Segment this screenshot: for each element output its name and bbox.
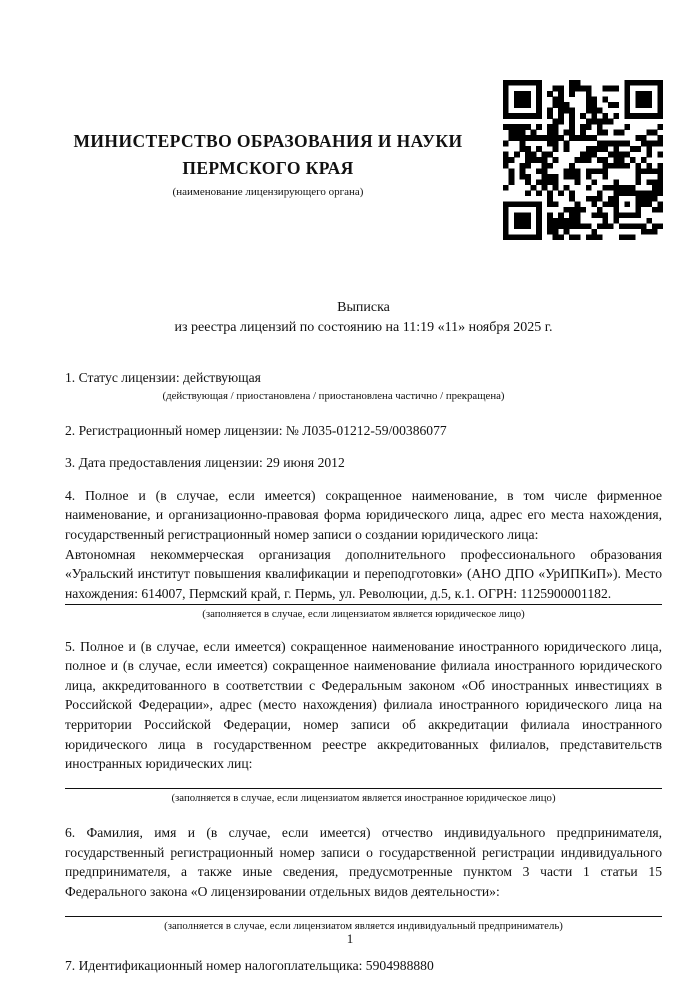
item-registration-number bbox=[65, 421, 662, 441]
item-taxpayer-id bbox=[65, 956, 662, 976]
document-title-line1: Выписка bbox=[337, 300, 390, 315]
foreign-entity-caption: (заполняется в случае, если лицензиатом является иностранное юридическое лицо) bbox=[171, 791, 556, 804]
fill-in-line bbox=[65, 916, 662, 917]
empty-field bbox=[65, 774, 662, 788]
taxpayer-id-text: 7. Идентификационный номер налогоплательщика: 5904988880 bbox=[65, 958, 434, 974]
legal-entity-caption: (заполняется в случае, если лицензиатом является юридическое лицо) bbox=[202, 608, 525, 621]
ministry-name bbox=[42, 128, 494, 182]
ministry-name-line1: МИНИСТЕРСТВО ОБРАЗОВАНИЯ И НАУКИ bbox=[73, 131, 463, 151]
item-legal-entity-info bbox=[65, 486, 662, 622]
legal-entity-info-label: 4. Полное и (в случае, если имеется) сокращенное наименование, в том числе фирменное наименование, и организационно-правовая форма юридического лица, адрес его места нахождения, государственный регистрационный номер записи о создании юридического лица: bbox=[65, 487, 662, 542]
ministry-caption: (наименование лицензирующего органа) bbox=[172, 186, 364, 199]
foreign-entity-info-label: 5. Полное и (в случае, если имеется) сокращенное наименование иностранного юридического лица, полное и (в случае, если имеется) сокращенное наименование филиала иностранного юридического лица, аккредитованного в соответствии с Федеральным законом «Об иностранных инвестициях в Российской Федерации», адрес (место нахождения) филиала иностранного юридического лица на территории Российской Федерации, номер записи об аккредитации филиала иностранного юридического лица в государственном реестре аккредитованных филиалов, представительств иностранных юридических лиц: bbox=[65, 638, 662, 772]
license-grant-date-text: 3. Дата предоставления лицензии: 29 июня 2012 bbox=[65, 455, 345, 471]
licensing-authority bbox=[42, 128, 494, 198]
document-title bbox=[65, 298, 662, 339]
individual-entrepreneur-caption: (заполняется в случае, если лицензиатом является индивидуальный предприниматель) bbox=[164, 919, 563, 932]
individual-entrepreneur-label: 6. Фамилия, имя и (в случае, если имеется) отчество индивидуального предпринимателя, государственный регистрационный номер записи о государственной регистрации индивидуального предпринимателя, а также иные сведения, предусмотренные пунктом 3 части 1 статьи 15 Федерального закона «О лицензировании отдельных видов деятельности»: bbox=[65, 825, 662, 899]
item-license-status bbox=[65, 368, 662, 404]
document-header bbox=[0, 0, 700, 247]
document-body bbox=[0, 298, 700, 976]
license-status-caption: (действующая / приостановлена / приостановлена частично / прекращена) bbox=[162, 390, 505, 403]
legal-entity-info-value: Автономная некоммерческая организация дополнительного профессионального образования «Уральский институт повышения квалификации и переподготовки» (АНО ДПО «УрИПКиП»). Место нахождения: 614007, Пермский край, г. Пермь, ул. Революции, д.5, к.1. ОГРН: 1125900001182. bbox=[65, 546, 662, 601]
qr-code bbox=[503, 80, 663, 240]
item-individual-entrepreneur-info bbox=[65, 823, 662, 933]
empty-field bbox=[65, 902, 662, 916]
item-foreign-entity-info bbox=[65, 637, 662, 806]
fill-in-line bbox=[65, 604, 662, 605]
document-title-line2: из реестра лицензий по состоянию на 11:19 «11» ноября 2025 г. bbox=[174, 320, 553, 336]
license-status-text: 1. Статус лицензии: действующая bbox=[65, 369, 261, 385]
page-number: 1 bbox=[346, 931, 354, 946]
registration-number-text: 2. Регистрационный номер лицензии: № Л035-01212-59/00386077 bbox=[65, 422, 447, 438]
ministry-name-line2: ПЕРМСКОГО КРАЯ bbox=[182, 158, 354, 179]
fill-in-line bbox=[65, 788, 662, 789]
item-license-grant-date bbox=[65, 453, 662, 473]
qr-code-image bbox=[503, 80, 663, 240]
